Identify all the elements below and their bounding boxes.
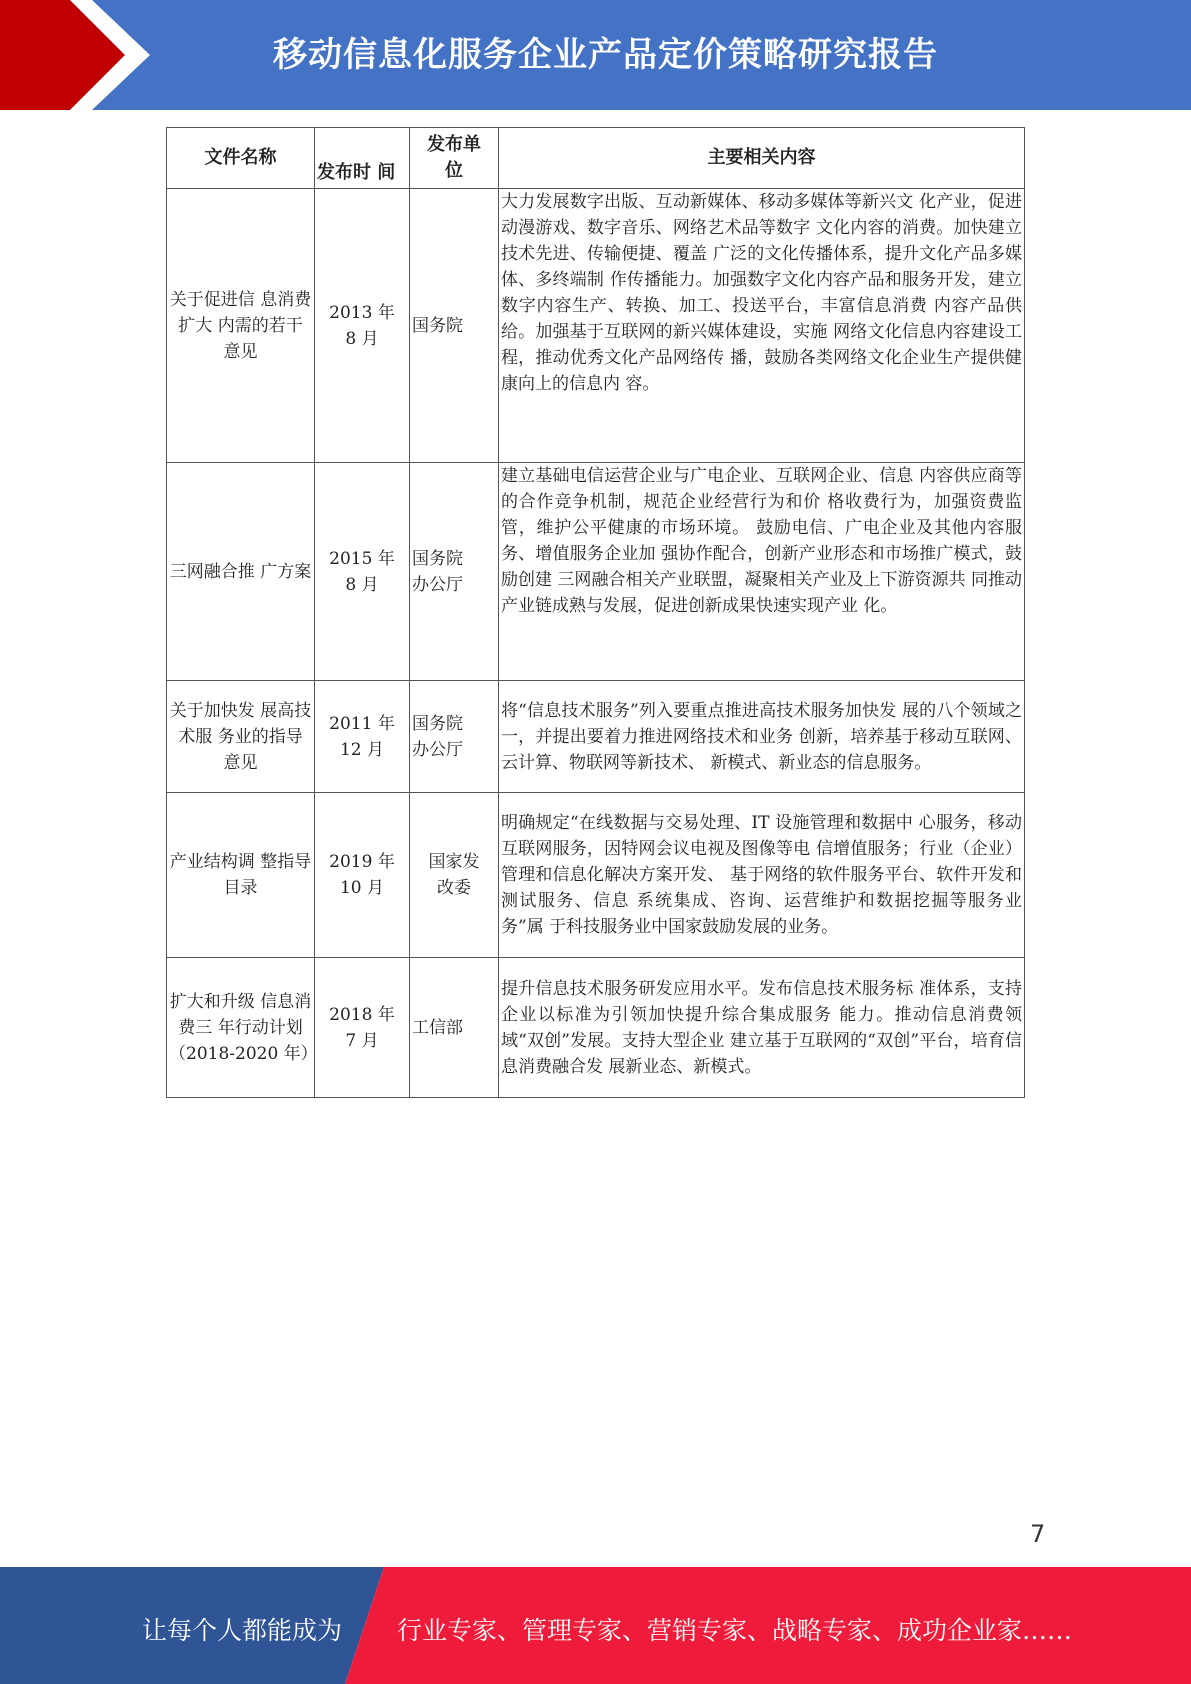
publisher-cell: 工信部 (410, 958, 499, 1098)
content-cell: 提升信息技术服务研发应用水平。发布信息技术服务标 准体系，支持企业以标准为引领加快提升综合集成服务 能力。推动信息消费领域“双创”发展。支持大型企业 建立基于互联网的“双创”平台，培育信息消费融合发 展新业态、新模式。 (499, 958, 1025, 1098)
publish-date-cell: 2013 年 8 月 (315, 189, 410, 463)
doc-name-cell: 三网融合推 广方案 (167, 463, 315, 681)
content-cell: 建立基础电信运营企业与广电企业、互联网企业、信息 内容供应商等的合作竞争机制，规范企业经营行为和价 格收费行为，加强资费监管，维护公平健康的市场环境。 鼓励电信、广电企业及其他内容服务、增值服务企业加 强协作配合，创新产业形态和市场推广模式，鼓励创建 三网融合相关产业联盟，凝聚相关产业及上下游资源共 同推动产业链成熟与发展，促进创新成果快速实现产业 化。 (499, 463, 1025, 681)
report-header (0, 0, 1191, 110)
publisher-cell: 国家发 改委 (410, 793, 499, 958)
table-row (167, 793, 1025, 958)
header-publish-date: 发布时 间 (315, 128, 410, 189)
policy-table (166, 127, 1025, 1098)
header-main-content: 主要相关内容 (499, 128, 1025, 189)
footer-slogan-right: 行业专家、管理专家、营销专家、战略专家、成功企业家…… (397, 1616, 1073, 1645)
publisher-cell: 国务院 办公厅 (410, 681, 499, 793)
header-doc-name: 文件名称 (167, 128, 315, 189)
footer-slogan-left: 让每个人都能成为 (142, 1616, 343, 1645)
table-row (167, 189, 1025, 463)
publish-date-cell: 2018 年 7 月 (315, 958, 410, 1098)
report-footer (0, 1567, 1191, 1684)
page-number: 7 (1030, 1520, 1046, 1548)
content-cell: 大力发展数字出版、互动新媒体、移动多媒体等新兴文 化产业，促进动漫游戏、数字音乐、网络艺术品等数字 文化内容的消费。加快建立技术先进、传输便捷、覆盖 广泛的文化传播体系，提升文化产品多媒体、多终端制 作传播能力。加强数字文化内容产品和服务开发，建立 数字内容生产、转换、加工、投送平台，丰富信息消费 内容产品供给。加强基于互联网的新兴媒体建设，实施 网络文化信息内容建设工程，推动优秀文化产品网络传 播，鼓励各类网络文化企业生产提供健康向上的信息内 容。 (499, 189, 1025, 463)
doc-name-cell: 关于加快发 展高技术服 务业的指导 意见 (167, 681, 315, 793)
header-publisher: 发布单 位 (410, 128, 499, 189)
doc-name-cell: 关于促进信 息消费扩大 内需的若干 意见 (167, 189, 315, 463)
publish-date-cell: 2015 年 8 月 (315, 463, 410, 681)
table-row (167, 958, 1025, 1098)
publish-date-cell: 2011 年 12 月 (315, 681, 410, 793)
doc-name-cell: 扩大和升级 信息消费三 年行动计划（2018-2020 年） (167, 958, 315, 1098)
content-cell: 将“信息技术服务”列入要重点推进高技术服务加快发 展的八个领域之一，并提出要着力推进网络技术和业务 创新，培养基于移动互联网、云计算、物联网等新技术、 新模式、新业态的信息服务。 (499, 681, 1025, 793)
table-row (167, 681, 1025, 793)
report-title: 移动信息化服务企业产品定价策略研究报告 (273, 35, 938, 75)
table-header-row (167, 128, 1025, 189)
publisher-cell: 国务院 办公厅 (410, 463, 499, 681)
table-row (167, 463, 1025, 681)
content-cell: 明确规定“在线数据与交易处理、IT 设施管理和数据中 心服务，移动互联网服务，因特网会议电视及图像等电 信增值服务；行业（企业）管理和信息化解决方案开发、 基于网络的软件服务平台、软件开发和测试服务、信息 系统集成、咨询、运营维护和数据挖掘等服务业务”属 于科技服务业中国家鼓励发展的业务。 (499, 793, 1025, 958)
publish-date-cell: 2019 年 10 月 (315, 793, 410, 958)
doc-name-cell: 产业结构调 整指导目录 (167, 793, 315, 958)
publisher-cell: 国务院 (410, 189, 499, 463)
